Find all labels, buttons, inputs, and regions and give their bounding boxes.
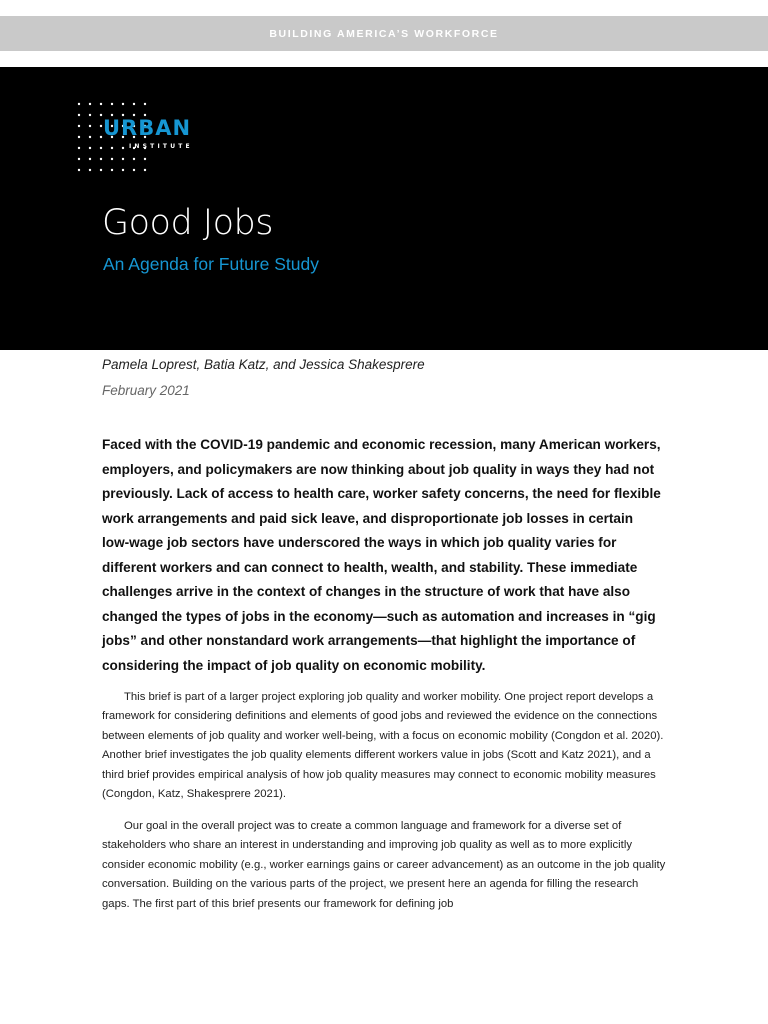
logo-subword: INSTITUTE bbox=[129, 143, 193, 150]
logo-word: URBAN bbox=[103, 116, 192, 140]
body-paragraph-2: Our goal in the overall project was to create a common language and framework for a diverse set of stakeholders who share an interest in understanding and improving job quality as well as to more explicitly consider economic mobility (e.g., worker earnings gains or career advancement) as an outcome in the job quality conversation. Building on the various parts of the project, we present here an agenda for filling the research gaps. The first part of this brief presents our framework for defining job bbox=[102, 820, 666, 910]
page-subtitle: An Agenda for Future Study bbox=[103, 254, 319, 274]
page-title: Good Jobs bbox=[102, 203, 273, 243]
section-band bbox=[0, 16, 768, 51]
authors-line: Pamela Loprest, Batia Katz, and Jessica Shakesprere bbox=[102, 357, 425, 372]
section-label: BUILDING AMERICA’S WORKFORCE bbox=[269, 27, 499, 40]
body-paragraph-1: This brief is part of a larger project exploring job quality and worker mobility. One project report develops a framework for considering definitions and elements of good jobs and reviewed the evidence on the connections between elements of job quality and worker well-being, with a focus on economic mobility (Congdon et al. 2020). Another brief investigates the job quality elements different workers value in jobs (Scott and Katz 2021), and a third brief provides empirical analysis of how job quality measures may connect to economic mobility measures (Congdon, Katz, Shakesprere 2021). bbox=[102, 691, 664, 801]
lead-paragraph: Faced with the COVID-19 pandemic and economic recession, many American workers, employers, and policymakers are now thinking about job quality in ways they had not previously. Lack of access to health care, worker safety concerns, the need for flexible work arrangements and paid sick leave, and disproportionate job losses in certain low-wage job sectors have underscored the ways in which job quality varies for different workers and can connect to health, wealth, and stability. These immediate challenges arrive in the context of changes in the structure of work that have also changed the types of jobs in the economy—such as automation and increases in “gig jobs” and other nonstandard work arrangements—that highlight the importance of considering the impact of job quality on economic mobility. bbox=[102, 437, 661, 673]
publication-date: February 2021 bbox=[102, 383, 190, 398]
urban-institute-logo bbox=[76, 101, 206, 177]
title-banner bbox=[0, 67, 768, 350]
